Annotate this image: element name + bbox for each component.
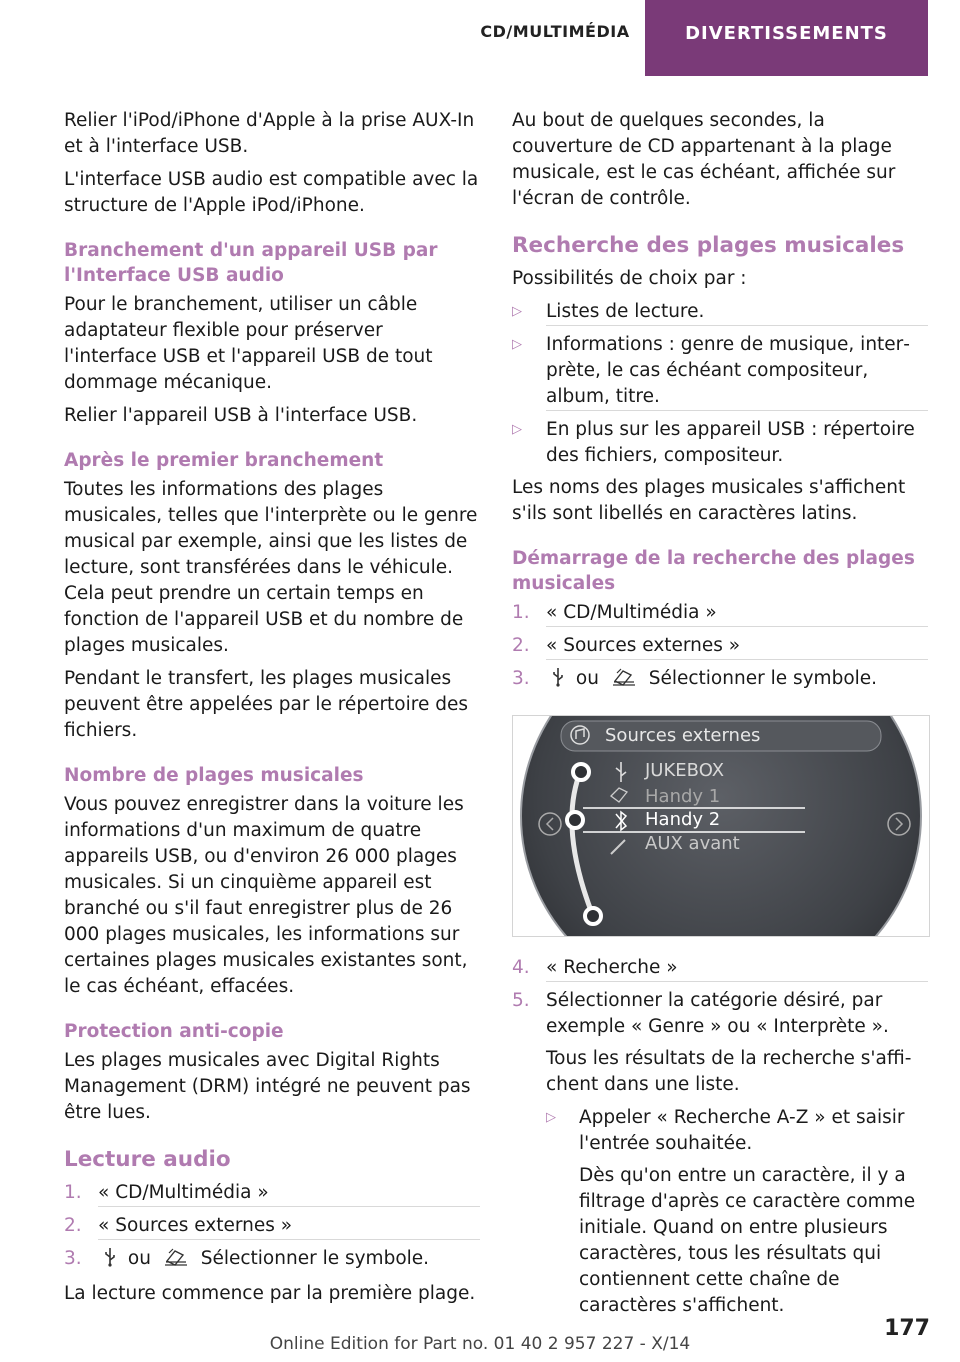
paragraph: Toutes les informations des plages musicales, telles que l'interprète ou le genre musical par exemple, ainsi que les listes de lecture, sont transférées dans le véhicule. Cela peut prendre un certain temps en fonction de l'appareil USB et du nombre de plages musicales.	[64, 479, 478, 656]
divider	[546, 410, 928, 411]
heading-start-search: Démarrage de la recherche des plages musicales	[512, 548, 915, 594]
step-text: « CD/Multimédia »	[98, 1182, 269, 1203]
paragraph: Pour le branchement, utiliser un câble adaptateur flexible pour préserver l'interface USB et l'appareil USB de tout dommage mécanique.	[64, 294, 433, 393]
divider	[546, 981, 928, 982]
left-column	[64, 108, 480, 1314]
paragraph: Au bout de quelques secondes, la couverture de CD appartenant à la plage musicale, est le cas échéant, affichée sur l'écran de contrôle.	[512, 110, 896, 209]
heading-track-count: Nombre de plages musicales	[64, 765, 364, 786]
list-item	[512, 988, 928, 1040]
step-number: 3.	[64, 1248, 82, 1269]
bullet-text: Listes de lecture.	[546, 301, 705, 322]
playback-steps	[64, 1180, 480, 1275]
paragraph: Pendant le transfert, les plages musicales peuvent être appelées par le répertoire des fichiers.	[64, 668, 468, 741]
step-number: 3.	[512, 668, 530, 689]
step-text: Sélectionner le symbole.	[648, 668, 878, 689]
bullet-text: Appeler « Recherche A-Z » et saisir l'entrée souhaitée.	[579, 1107, 905, 1154]
step-number: 1.	[64, 1182, 82, 1203]
paragraph: Possibilités de choix par :	[512, 268, 747, 289]
paragraph: Les plages musicales avec Digital Rights Management (DRM) intégré ne peuvent pas être lues.	[64, 1050, 471, 1123]
chapter-tab: DIVERTISSEMENTS	[645, 0, 928, 76]
list-item	[512, 417, 928, 469]
heading-copy-protection: Protection anti-copie	[64, 1021, 284, 1042]
control-display-image	[512, 715, 930, 937]
paragraph: Les noms des plages musicales s'affichent s'ils sont libellés en caractères latins.	[512, 477, 906, 524]
step-text: « Sources externes »	[98, 1215, 293, 1236]
list-item	[64, 1180, 480, 1207]
phone-icon	[611, 667, 637, 695]
usb-icon	[104, 1247, 116, 1275]
list-item	[512, 332, 928, 411]
bullet-marker: ▷	[512, 422, 522, 437]
usb-icon	[552, 667, 564, 695]
sub-bullet-list	[546, 1105, 928, 1157]
step-text: « Sources externes »	[546, 635, 741, 656]
list-item	[512, 633, 928, 660]
list-item	[64, 1213, 480, 1240]
divider	[546, 626, 928, 627]
list-item	[512, 600, 928, 627]
heading-audio-playback: Lecture audio	[64, 1147, 231, 1172]
paragraph: Tous les résultats de la recherche s'affichent dans une liste.	[546, 1048, 912, 1095]
bullet-text: En plus sur les appareil USB : répertoire des fichiers, compositeur.	[546, 419, 915, 466]
paragraph: Vous pouvez enregistrer dans la voiture les informations d'un maximum de quatre appareils USB, ou d'environ 26 000 plages musicales. Si un cinquième appareil est branché ou s'il faut enregistrer plus de 26 000 plages musicales, les informations sur certaines plages musicales existantes sont, le cas échéant, effacées.	[64, 794, 468, 997]
screen-item-aux-avant[interactable]: AUX avant	[645, 833, 740, 854]
heading-usb-connection: Branchement d'un appareil USB par l'Interface USB audio	[64, 240, 438, 286]
list-item	[64, 1246, 480, 1275]
list-item	[512, 666, 928, 695]
bullet-text: Informations : genre de musique, interprète, le cas échéant compositeur, album, titre.	[546, 334, 910, 407]
screen-item-handy-1[interactable]: Handy 1	[645, 786, 721, 807]
divider	[98, 1206, 480, 1207]
edition-note: Online Edition for Part no. 01 40 2 957 227 - X/14	[269, 1334, 691, 1354]
screen-title: Sources externes	[605, 725, 761, 746]
step-text: Sélectionner le symbole.	[200, 1248, 430, 1269]
music-source-icon	[565, 724, 595, 750]
bullet-marker: ▷	[512, 337, 522, 352]
divider	[546, 325, 928, 326]
screen-item-handy-2[interactable]: Handy 2	[645, 809, 721, 830]
step-number: 5.	[512, 990, 530, 1011]
heading-track-search: Recherche des plages musicales	[512, 233, 905, 258]
bullet-marker: ▷	[512, 304, 522, 319]
or-text: ou	[575, 668, 599, 689]
divider	[546, 659, 928, 660]
search-steps-continued	[512, 955, 928, 1040]
step-text: « CD/Multimédia »	[546, 602, 717, 623]
paragraph: L'interface USB audio est compatible avec la structure de l'Apple iPod/iPhone.	[64, 169, 479, 216]
step-text: « Recherche »	[546, 957, 678, 978]
paragraph: Relier l'iPod/iPhone d'Apple à la prise AUX-In et à l'interface USB.	[64, 110, 475, 157]
paragraph: La lecture commence par la première plage.	[64, 1283, 476, 1304]
list-item	[512, 299, 928, 326]
right-column	[512, 108, 928, 1326]
step-number: 1.	[512, 602, 530, 623]
paragraph: Relier l'appareil USB à l'interface USB.	[64, 405, 418, 426]
step-5-details	[512, 1046, 928, 1319]
step-number: 2.	[64, 1215, 82, 1236]
phone-icon	[163, 1247, 189, 1275]
screen-item-jukebox[interactable]: JUKEBOX	[645, 760, 725, 781]
step-number: 4.	[512, 957, 530, 978]
search-steps	[512, 600, 928, 695]
page-header	[0, 0, 960, 78]
bullet-marker: ▷	[546, 1110, 556, 1125]
step-text: Sélectionner la catégorie désiré, par exemple « Genre » ou « Interprète ».	[546, 990, 889, 1037]
choice-list	[512, 299, 928, 469]
list-item	[512, 955, 928, 982]
or-text: ou	[127, 1248, 151, 1269]
step-number: 2.	[512, 635, 530, 656]
list-item	[546, 1105, 928, 1157]
divider	[98, 1239, 480, 1240]
paragraph: Dès qu'on entre un caractère, il y a filtrage d'après ce caractère comme initiale. Quand on entre plusieurs caractères, tous les résultats qui contiennent cette chaîne de caractères s'affichent.	[579, 1165, 916, 1316]
page-number: 177	[884, 1316, 930, 1341]
heading-first-connection: Après le premier branchement	[64, 450, 384, 471]
section-title: CD/MULTIMÉDIA	[480, 22, 630, 41]
